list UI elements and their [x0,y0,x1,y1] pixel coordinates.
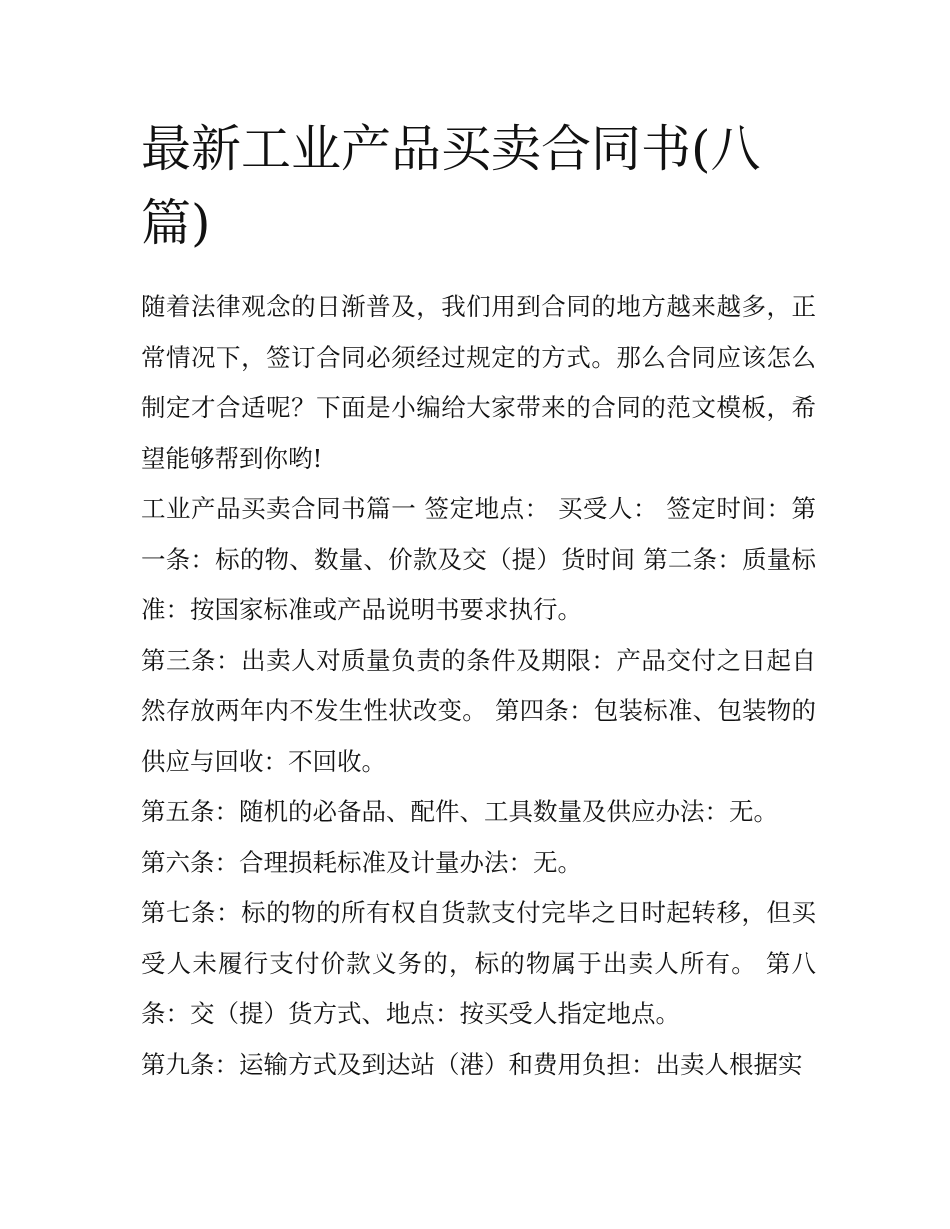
contract-paragraph-4: 第六条：合理损耗标准及计量办法：无。 [141,847,582,877]
contract-paragraph-5: 第七条：标的物的所有权自货款支付完毕之日时起转移，但买受人未履行支付价款义务的，标的物属于出卖人所有。 第八条：交（提）货方式、地点：按买受人指定地点。 [141,898,816,1028]
contract-paragraph-6: 第九条：运输方式及到达站（港）和费用负担：出卖人根据实 [141,1049,803,1079]
contract-paragraph-1: 工业产品买卖合同书篇一 签定地点： 买受人： 签定时间：第一条：标的物、数量、价款及交（提）货时间 第二条：质量标准：按国家标准或产品说明书要求执行。 [141,494,816,624]
document-title: 最新工业产品买卖合同书(八篇) [141,120,761,252]
contract-paragraph-3: 第五条：随机的必备品、配件、工具数量及供应办法：无。 [141,797,778,826]
intro-paragraph: 随着法律观念的日渐普及，我们用到合同的地方越来越多，正常情况下，签订合同必须经过规定的方式。那么合同应该怎么制定才合适呢？下面是小编给大家带来的合同的范文模板，希望能够帮到你哟! [141,292,816,473]
document-page [141,112,816,1090]
contract-paragraph-2: 第三条：出卖人对质量负责的条件及期限：产品交付之日起自然存放两年内不发生性状改变。 第四条：包装标准、包装物的供应与回收：不回收。 [141,645,816,776]
